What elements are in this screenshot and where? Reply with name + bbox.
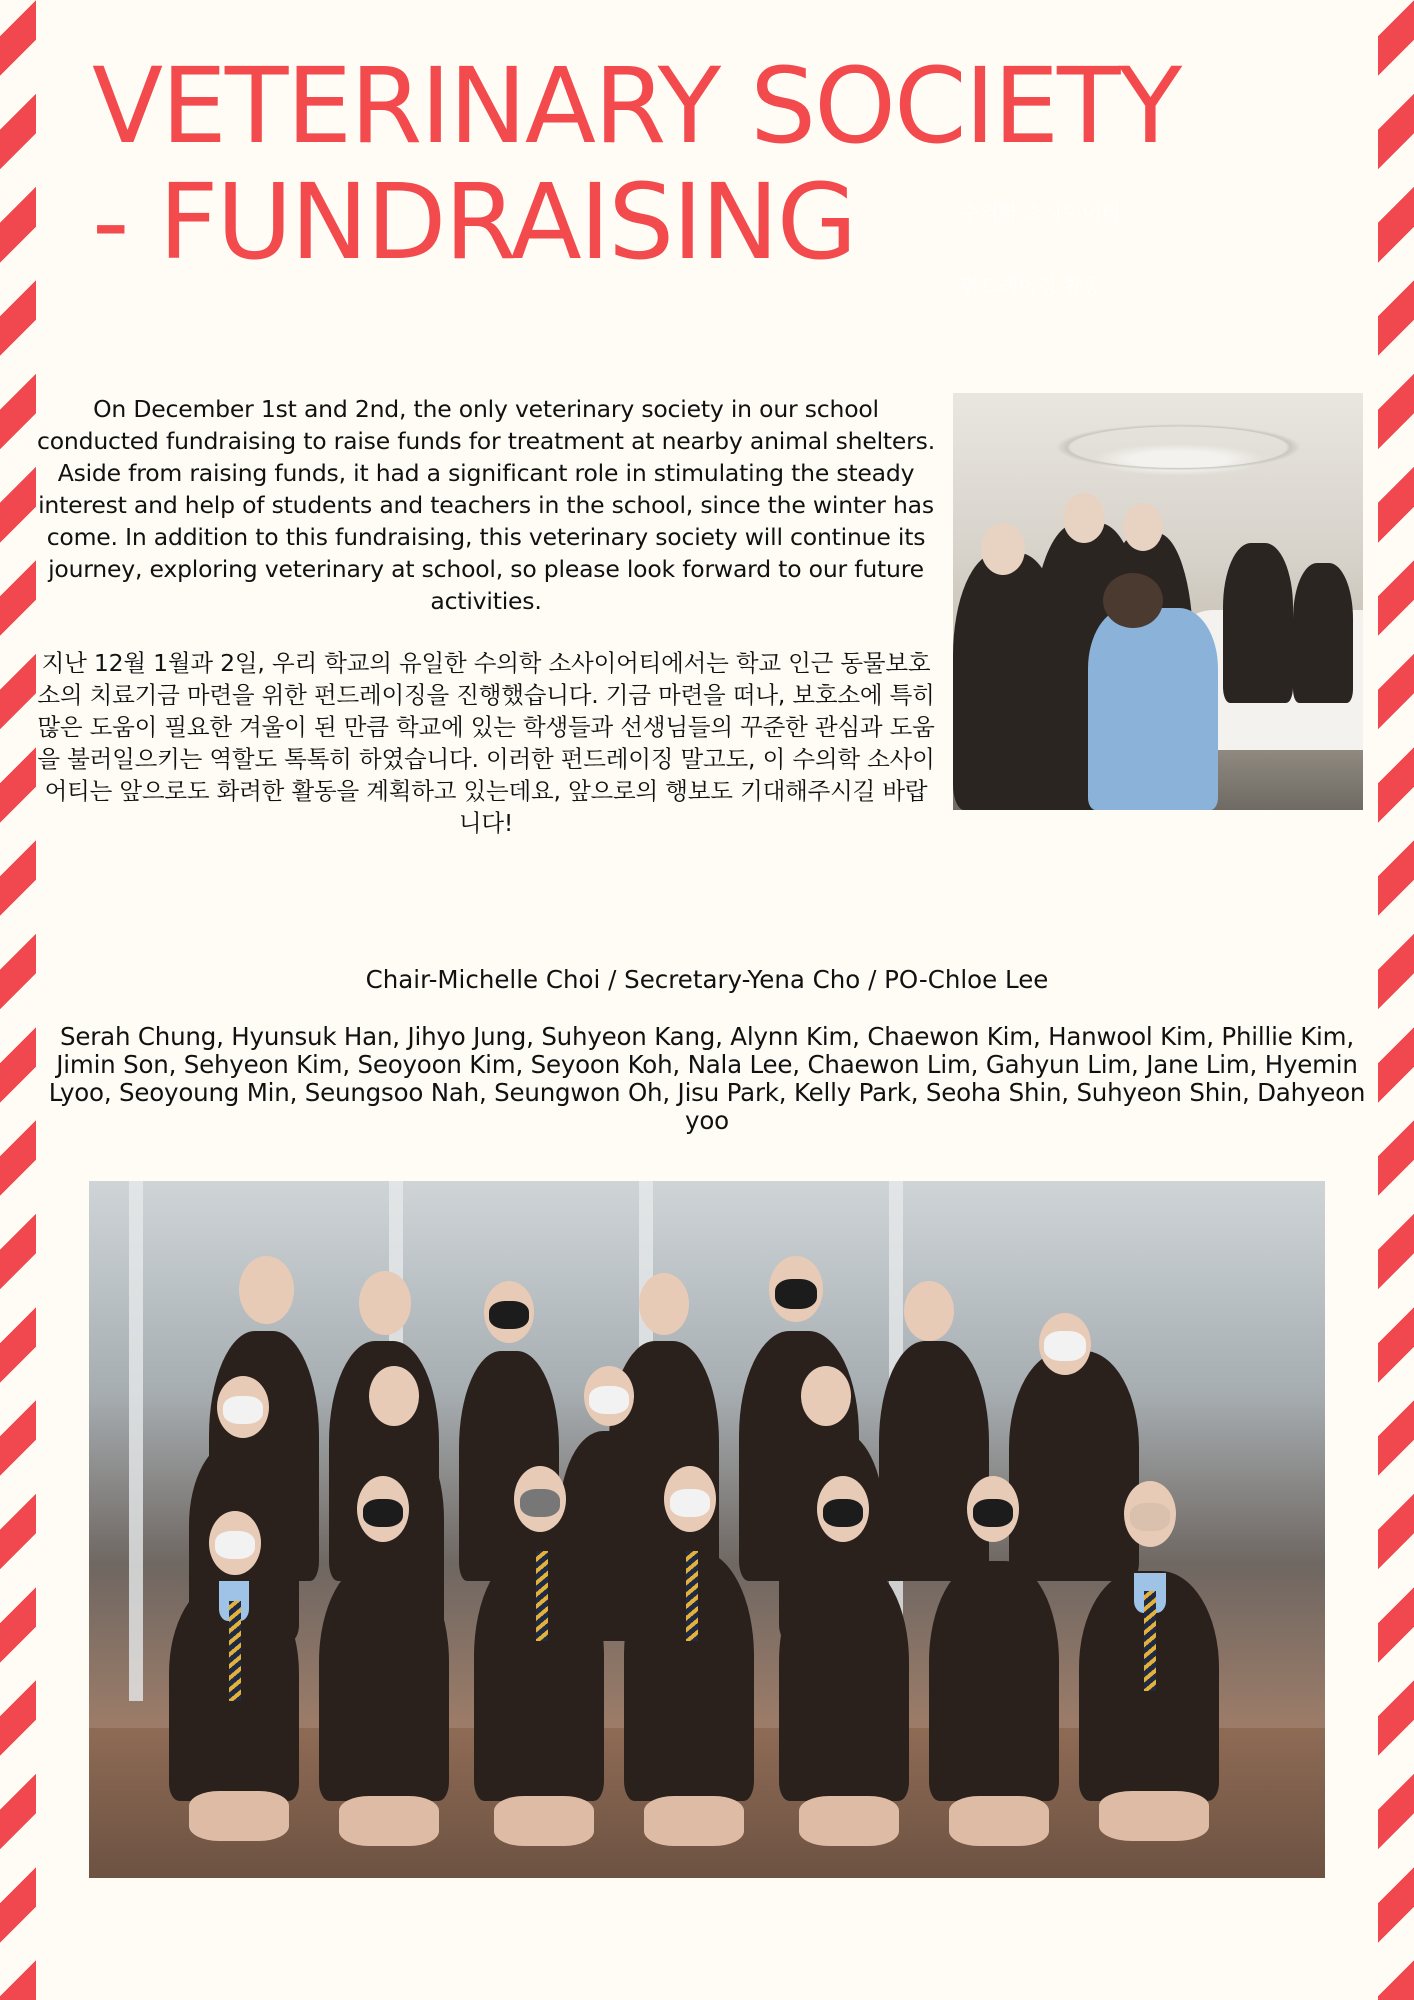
photo-figure — [1223, 543, 1293, 703]
photo-student-tie — [1144, 1591, 1156, 1691]
photo-student-mask — [1130, 1503, 1170, 1531]
photo-student-face — [639, 1273, 689, 1335]
photo-student-mask — [215, 1531, 255, 1559]
photo-student — [779, 1561, 909, 1801]
photo-student — [879, 1341, 989, 1581]
photo-student — [1009, 1351, 1139, 1581]
photo-figure — [1293, 563, 1353, 703]
faint-caption-2: 펀드레이징 활동 — [960, 274, 1102, 298]
photo-student-legs — [189, 1791, 289, 1841]
photo-student-mask — [363, 1499, 403, 1527]
photo-student-mask — [489, 1301, 529, 1329]
photo-student-mask — [670, 1489, 710, 1517]
photo-door-frame — [129, 1181, 143, 1701]
photo-student-mask — [520, 1489, 560, 1517]
photo-student-face — [904, 1281, 954, 1341]
photo-student — [319, 1561, 449, 1801]
group-photo — [89, 1181, 1325, 1878]
striped-border-right — [1378, 0, 1414, 2000]
photo-student-tie — [229, 1601, 241, 1701]
members-list: Serah Chung, Hyunsuk Han, Jihyo Jung, Suhyeon Kang, Alynn Kim, Chaewon Kim, Hanwool Kim, Phillie Kim, Jimin Son, Sehyeon Kim, Seoyoon Kim, Seyoon Koh, Nala Lee, Chaewon Lim, Gahyun Lim, Jane Lim, Hyemin Lyoo, Seoyoung Min, Seungsoo Nah, Seungwon Oh, Jisu Park, Kelly Park, Seoha Shin, Suhyeon Shin, Dahyeon yoo — [48, 1022, 1366, 1135]
photo-student-mask — [1044, 1331, 1086, 1361]
photo-student-face — [239, 1256, 294, 1324]
photo-student-legs — [799, 1796, 899, 1846]
faint-caption-1: 수의학 소사이어티 — [960, 200, 1121, 224]
officers-line: Chair-Michelle Choi / Secretary-Yena Cho / PO-Chloe Lee — [365, 965, 1049, 994]
photo-student-mask — [589, 1386, 629, 1414]
korean-paragraph: 지난 12월 1월과 2일, 우리 학교의 유일한 수의학 소사이어티에서는 학교 인근 동물보호소의 치료기금 마련을 위한 펀드레이징을 진행했습니다. 기금 마련을 떠나, 보호소에 특히 많은 도움이 필요한 겨울이 된 만큼 학교에 있는 학생들과 선생님들의 꾸준한 관심과 도움을 불러일으키는 역할도 톡톡히 하였습니다. 이러한 펀드레이징 말고도, 이 수의학 소사이어티는 앞으로도 화려한 활동을 계획하고 있는데요, 앞으로의 행보도 기대해주시길 바랍니다! — [37, 649, 935, 837]
striped-border-left — [0, 0, 36, 2000]
photo-student-legs — [949, 1796, 1049, 1846]
photo-student-face — [369, 1366, 419, 1426]
photo-student-mask — [223, 1396, 263, 1424]
fundraising-event-photo — [953, 393, 1363, 810]
photo-student-face — [801, 1366, 851, 1426]
english-paragraph: On December 1st and 2nd, the only veterinary society in our school conducted fundraising to raise funds for treatment at nearby animal shelters. Aside from raising funds, it had a significant role in stimulating the steady interest and help of students and teachers in the school, since the winter has come. In addition to this fundraising, this veterinary society will continue its journey, exploring veterinary at school, so please look forward to our future activities. — [37, 395, 935, 615]
photo-figure-head — [981, 523, 1025, 575]
photo-student-tie — [536, 1551, 548, 1641]
photo-figure-head — [1123, 503, 1163, 551]
photo-student-legs — [494, 1796, 594, 1846]
photo-student-mask — [775, 1279, 817, 1309]
photo-student-face — [359, 1271, 411, 1335]
photo-student-tie — [686, 1551, 698, 1641]
photo-student-mask — [973, 1499, 1013, 1527]
photo-figure-hair — [1103, 573, 1163, 628]
photo-student-legs — [1099, 1791, 1209, 1841]
page-title: VETERINARY SOCIETY - FUNDRAISING — [92, 45, 1181, 283]
photo-student-mask — [823, 1499, 863, 1527]
photo-student — [929, 1561, 1059, 1801]
photo-student-legs — [644, 1796, 744, 1846]
photo-figure-head — [1063, 493, 1105, 543]
photo-student-legs — [339, 1796, 439, 1846]
photo-figure-blue-shirt — [1088, 608, 1218, 810]
article-body — [36, 393, 936, 839]
